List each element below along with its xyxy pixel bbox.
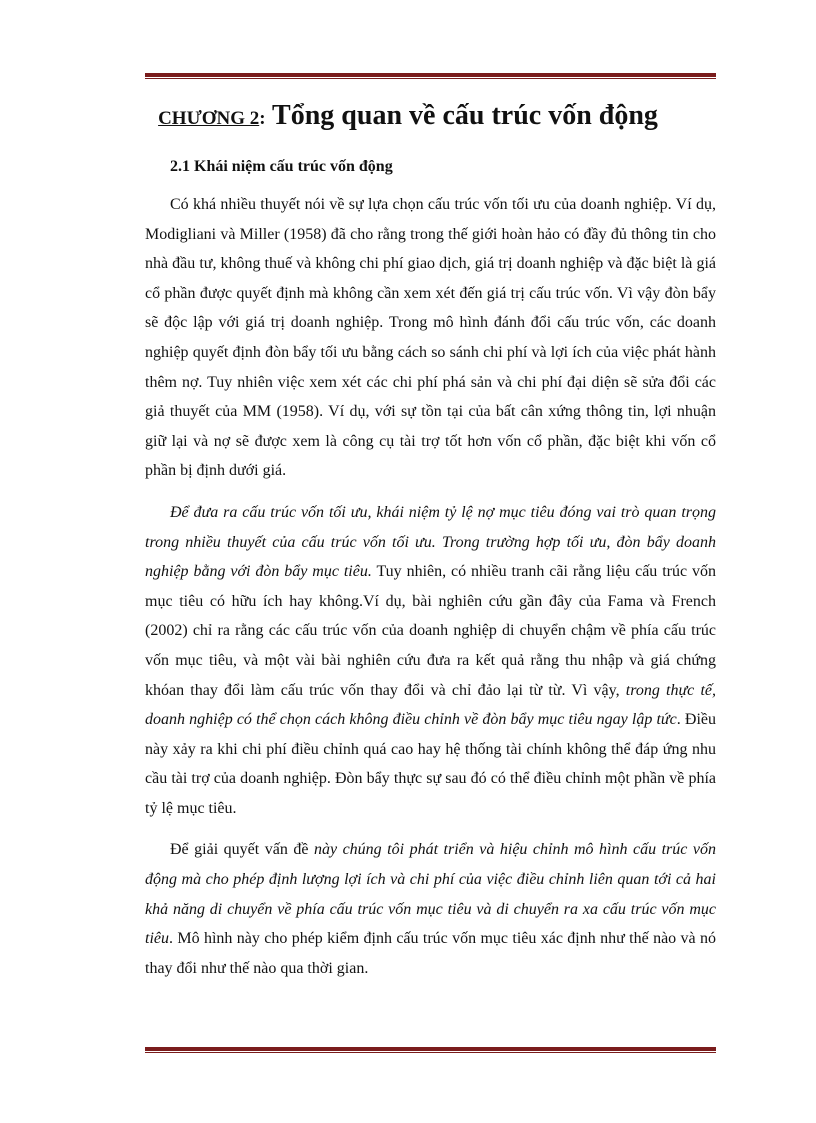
paragraph-2-italic-2: trong thực tế, doanh nghiệp có thể chọn cách không điều chỉnh về đòn bẩy mục tiêu ngay lập tức bbox=[145, 681, 716, 729]
paragraph-1: Có khá nhiều thuyết nói về sự lựa chọn cấu trúc vốn tối ưu của doanh nghiệp. Ví dụ, Modigliani và Miller (1958) đã cho rằng trong thế giới hoàn hảo có đầy đủ thông tin cho nhà đầu tư, không thuế và không chi phí giao dịch, giá trị doanh nghiệp và đặc biệt là giá cổ phần được quyết định mà không cần xem xét đến giá trị cấu trúc vốn. Vì vậy đòn bẩy sẽ độc lập với giá trị doanh nghiệp. Trong mô hình đánh đổi cấu trúc vốn, các doanh nghiệp quyết định đòn bẩy tối ưu bằng cách so sánh chi phí và lợi ích của việc phát hành thêm nợ. Tuy nhiên việc xem xét các chi phí phá sản và chi phí đại diện sẽ sửa đổi các giả thuyết của MM (1958). Ví dụ, với sự tồn tại của bất cân xứng thông tin, lợi nhuận giữ lại và nợ sẽ được xem là công cụ tài trợ tốt hơn vốn cổ phần, đặc biệt khi vốn cổ phần bị định dưới giá. bbox=[145, 196, 716, 480]
section-heading: 2.1 Khái niệm cấu trúc vốn động bbox=[170, 158, 393, 175]
paragraph-2-text-1: Tuy nhiên, có nhiều tranh cãi rằng liệu cấu trúc vốn mục tiêu có hữu ích hay không.Ví dụ, bài nghiên cứu gần đây của Fama và French (2002) chỉ ra rằng các cấu trúc vốn của doanh nghiệp di chuyển chậm về phía cấu trúc vốn mục tiêu, và một vài bài nghiên cứu đưa ra kết quả rằng thu nhập và giá chứng khóan thay đổi làm cấu trúc vốn thay đổi và chỉ đảo lại từ từ. Vì vậy, bbox=[145, 563, 716, 699]
paragraph-2-text-2: . Điều này xảy ra khi chi phí điều chỉnh quá cao hay hệ thống tài chính không thể đáp ứng nhu cầu tài trợ của doanh nghiệp. Đòn bẩy thực sự sau đó có thể điều chỉnh một phần về phía tỷ lệ mục tiêu. bbox=[145, 711, 716, 817]
header-rule bbox=[145, 73, 716, 79]
paragraph-3-italic-1: này chúng tôi phát triển và hiệu chỉnh mô hình cấu trúc vốn động mà cho phép định lượng lợi ích và chi phí của việc điều chỉnh liên quan tới cả hai khả năng di chuyển về phía cấu trúc vốn mục tiêu và di chuyển ra xa cấu trúc vốn mục tiêu bbox=[145, 841, 716, 948]
paragraph-3-text-2: . Mô hình này cho phép kiểm định cấu trúc vốn mục tiêu xác định như thế nào và nó thay đổi như thế nào qua thời gian. bbox=[145, 930, 716, 977]
footer-rule bbox=[145, 1047, 716, 1053]
chapter-title-text: Tổng quan về cấu trúc vốn động bbox=[265, 100, 658, 131]
paragraph-3 bbox=[145, 835, 716, 983]
body-text bbox=[145, 190, 716, 995]
paragraph-3-text-1: Để giải quyết vấn đề bbox=[170, 841, 314, 859]
chapter-title bbox=[0, 100, 816, 132]
paragraph-2 bbox=[145, 498, 716, 824]
chapter-number: CHƯƠNG 2 bbox=[158, 108, 260, 129]
chapter-colon: : bbox=[259, 108, 266, 129]
paragraph-2-italic-1: Để đưa ra cấu trúc vốn tối ưu, khái niệm tỷ lệ nợ mục tiêu đóng vai trò quan trọng trong nhiều thuyết của cấu trúc vốn tối ưu. Trong trường hợp tối ưu, đòn bẩy doanh nghiệp bằng với đòn bẩy mục tiêu. bbox=[145, 503, 716, 581]
